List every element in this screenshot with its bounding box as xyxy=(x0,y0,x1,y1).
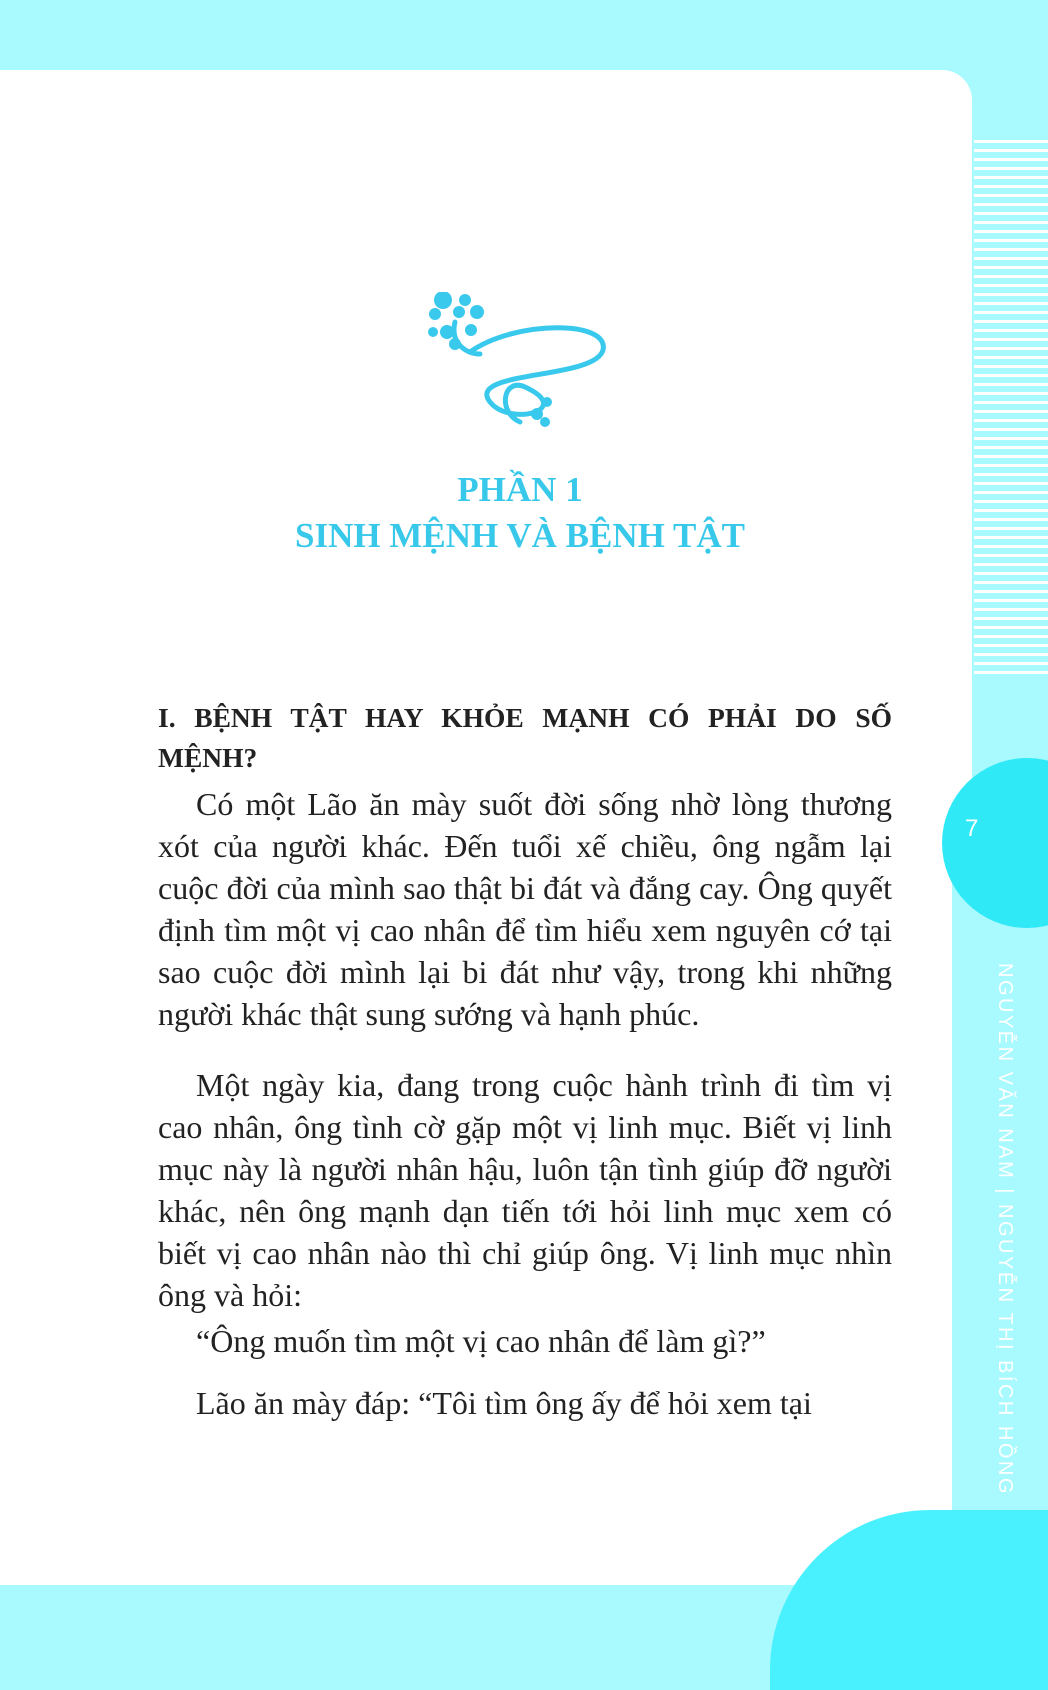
paragraph-2: Một ngày kia, đang trong cuộc hành trình đi tìm vị cao nhân, ông tình cờ gặp một vị linh mục. Biết vị linh mục này là người nhân hậu, luôn tận tình giúp đỡ người khác, nên ông mạnh dạn tiến tới hỏi linh mục xem có biết vị cao nhân nào thì chỉ giúp ông. Vị linh mục nhìn ông và hỏi: xyxy=(158,1067,892,1313)
part-title: SINH MỆNH VÀ BỆNH TẬT xyxy=(295,516,745,555)
paragraph-1: Có một Lão ăn mày suốt đời sống nhờ lòng thương xót của người khác. Đến tuổi xế chiều, ông ngẫm lại cuộc đời của mình sao thật bi đát và đắng cay. Ông quyết định tìm một vị cao nhân để tìm hiểu xem nguyên cớ tại sao cuộc đời mình lại bi đát như vậy, trong khi những người khác thật sung sướng và hạnh phúc. xyxy=(158,786,892,1032)
part-label: PHẦN 1 xyxy=(457,470,583,509)
edge-stripes xyxy=(974,140,1048,680)
paragraph-4: Lão ăn mày đáp: “Tôi tìm ông ấy để hỏi xem tại xyxy=(196,1385,812,1421)
ornament-icon xyxy=(425,292,625,442)
page-number: 7 xyxy=(965,815,979,842)
author-strip: NGUYỄN VĂN NAM | NGUYỄN THỊ BÍCH HỒNG xyxy=(994,963,1016,1496)
paragraph-3: “Ông muốn tìm một vị cao nhân để làm gì?” xyxy=(196,1323,766,1359)
section-heading: I. BỆNH TẬT HAY KHỎE MẠNH CÓ PHẢI DO SỐ MỆNH? xyxy=(158,702,892,773)
